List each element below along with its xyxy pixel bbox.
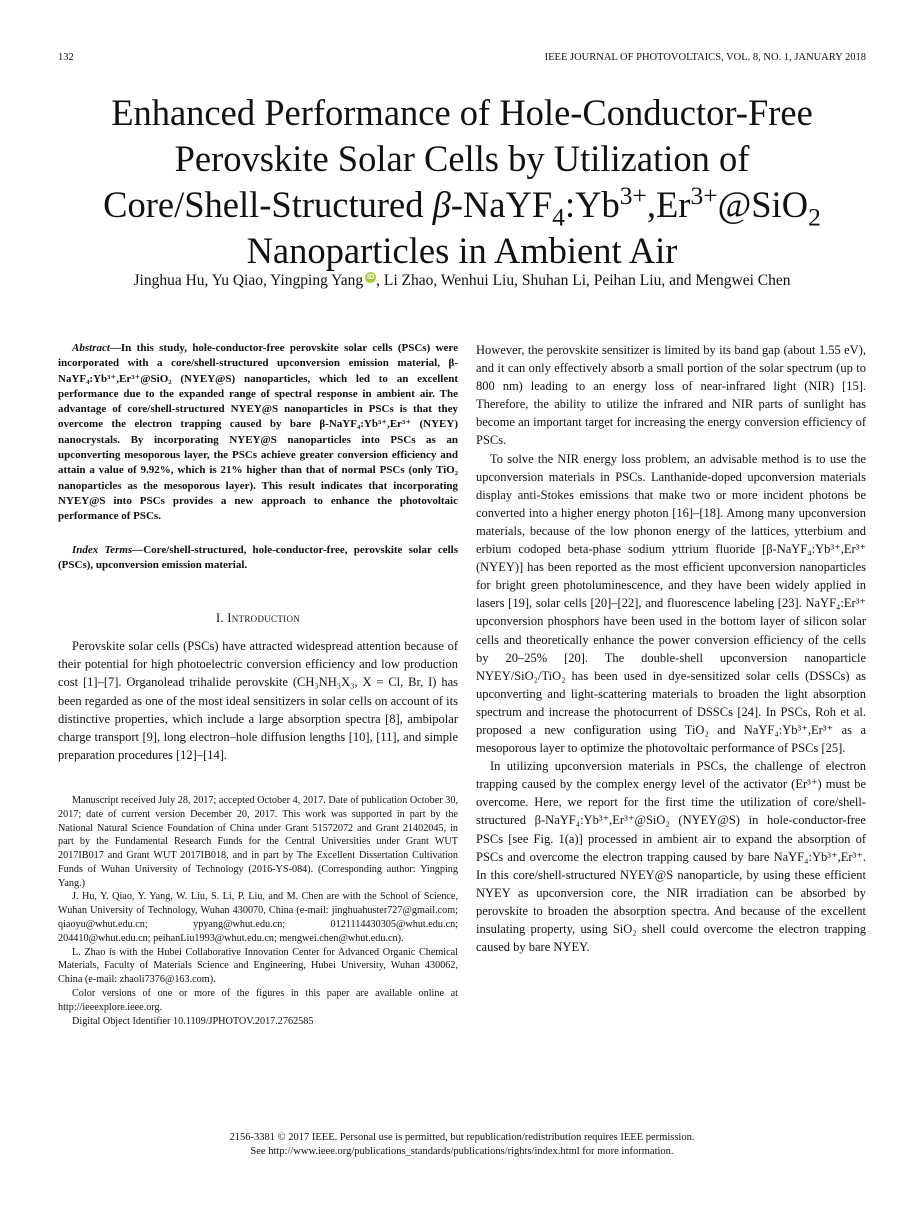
- title-sub-2: 2: [808, 202, 821, 232]
- right-paragraph-1: However, the perovskite sensitizer is limited by its band gap (about 1.55 eV), and it can only effectively absorb a small portion of the solar spectrum (up to 800 nm) leading to an energy loss of near-infrared light (NIR) [15]. Therefore, the ability to utilize the infrared and NIR parts of sunlight has become an important target for increasing the energy conversion efficiency of PSCs.: [476, 343, 866, 448]
- index-terms: [58, 543, 458, 574]
- paper-title: [40, 90, 884, 274]
- right-column: [476, 341, 866, 956]
- title-line-2: Perovskite Solar Cells by Utilization of: [174, 138, 750, 179]
- title-line-3-a: Core/Shell-Structured: [103, 184, 433, 225]
- title-line-4: Nanoparticles in Ambient Air: [246, 230, 678, 271]
- title-beta: β: [432, 184, 451, 225]
- footnote-color-versions: Color versions of one or more of the figures in this paper are available online at http://ieeexplore.ieee.org.: [58, 988, 458, 1013]
- title-line-3-d: ,Er: [646, 184, 691, 225]
- title-sub-4: 4: [552, 202, 565, 232]
- author-list: [30, 272, 894, 290]
- authors-part-2: , Li Zhao, Wenhui Liu, Shuhan Li, Peihan Liu, and Mengwei Chen: [376, 272, 791, 289]
- abstract-text: In this study, hole-conductor-free perovskite solar cells (PSCs) were incorporated with a core/shell-structured upconversion emission material, β-NaYF₄:Yb³⁺,Er³⁺@SiO₂ (NYEY@S) nanoparticles, which led to an excellent performance due to the expanded range of spectral response in ambient air. The advantage of core/shell-structured NYEY@S nanoparticles in PSCs is that they overcome the electron trapping caused by bare β-NaYF₄:Yb³⁺,Er³⁺ (NYEY) nanocrystals. By incorporating NYEY@S nanoparticles into PSCs as an upconverting mesoporous layer, the PSCs achieve greater conversion efficiency and attain a value of 9.92%, which is 21% higher than that of normal PSCs (only TiO₂ nanoparticles as the mesoporous layer). This result indicates that incorporating NYEY@S into PSCs provides a new approach to enhance the photovoltaic performance of PSCs.: [58, 342, 458, 523]
- title-line-3-b: -NaYF: [450, 184, 553, 225]
- abstract-label: Abstract—: [72, 342, 121, 354]
- footnote-doi: Digital Object Identifier 10.1109/JPHOTOV.2017.2762585: [72, 1015, 314, 1027]
- footnote-affiliation-1: J. Hu, Y. Qiao, Y. Yang, W. Liu, S. Li, P. Liu, and M. Chen are with the School of Science, Wuhan University of Technology, Wuhan 430070, China (e-mail: jinghuahuster727@gmail.com; qiaoyu@whut.edu.cn; ypyang@whut.edu.cn; 0121114430305@whut.edu.cn; 204410@whut.edu.cn; peihanLiu1993@whut.edu.cn; mengwei.chen@whut.edu.cn).: [58, 891, 458, 944]
- index-terms-label: Index Terms—: [72, 543, 144, 556]
- footer-line-2[interactable]: See http://www.ieee.org/publications_standards/publications/rights/index.html for more information.: [250, 1146, 674, 1157]
- right-paragraph-2: To solve the NIR energy loss problem, an advisable method is to use the upconversion materials in PSCs. Lanthanide-doped upconversion materials display anti-Stokes emissions that make two or more incident photons be converted into a higher energy photon [16]–[18]. Among many upconversion materials, because of the low phonon energy of the lattices, ytterbium and erbium codoped beta-phase sodium yttrium fluoride [β-NaYF₄:Yb³⁺,Er³⁺ (NYEY)] has been reported as the most efficient upconversion nanoparticles for bright green photoluminescence, and they have been widely applied in lasers [19], solar cells [20]–[22], and fluorescence labeling [23]. NaYF₄:Er³⁺ upconversion phosphors have been used in the bottom layer of silicon solar cells and theoretically enhance the power conversion efficiency of the cells by 20–25% [20]. The double-shell upconversion nanoparticle NYEY/SiO₂/TiO₂ has been used in dye-sensitized solar cells (DSSCs) as upconverting and light-scattering materials to broaden the light absorption spectrum and increase the photocurrent of DSSCs [24]. In PSCs, Roh et al. proposed a new configuration using TiO₂ and NaYF₄:Yb³⁺,Er³⁺ as a mesoporous layer to optimize the photovoltaic performance of PSCs [25].: [476, 451, 866, 756]
- index-terms-text: Core/shell-structured, hole-conductor-free, perovskite solar cells (PSCs), upconversion emission material.: [58, 543, 458, 571]
- left-column: [58, 341, 458, 1028]
- section-numeral: I.: [215, 611, 228, 626]
- title-line-3-c: :Yb: [564, 184, 620, 225]
- title-sup-2: 3+: [690, 180, 718, 210]
- orcid-icon[interactable]: iD: [367, 274, 375, 281]
- title-line-3: [40, 180, 884, 232]
- copyright-footer: [60, 1131, 864, 1159]
- footer-line-1: 2156-3381 © 2017 IEEE. Personal use is permitted, but republication/redistribution requires IEEE permission.: [229, 1132, 695, 1143]
- footnote-block: [58, 794, 458, 1029]
- section-heading-introduction: [58, 609, 458, 627]
- footnote-manuscript: Manuscript received July 28, 2017; accepted October 4, 2017. Date of publication October 30, 2017; date of current version December 20, 2017. This work was supported in part by the National Natural Science Foundation of China under Grant 51572072 and Grant 21402045, in part by the Fundamental Research Funds for the Central Universities under Grant WUT 2017IB017 and Grant WUT 2017IB018, and in part by The Excellent Dissertation Cultivation Funds of Wuhan University of Technology (2016-YS-084). (Corresponding author: Yingping Yang.): [58, 794, 458, 889]
- page-number: 132: [58, 52, 74, 63]
- right-paragraph-3: In utilizing upconversion materials in PSCs, the challenge of electron trapping caused by the complex energy level of the activator (Er³⁺) must be overcome. Here, we report for the first time the utilization of core/shell-structured β-NaYF₄:Yb³⁺,Er³⁺@SiO₂ (NYEY@S) in hole-conductor-free PSCs [see Fig. 1(a)] processed in ambient air to expand the absorption of PSCs and overcome the electron trapping caused by bare NaYF₄:Yb³⁺,Er³⁺. In this core/shell-structured NYEY@S nanoparticle, by using these efficient NYEY as upconversion core, the NIR irradiation can be absorbed by perovskite to broaden the absorption spectra. And because of the excellent insulating property, using SiO₂ shell could overcome the electron trapping caused by bare NYEY.: [476, 759, 866, 955]
- title-line-3-e: @SiO: [717, 184, 809, 225]
- footnote-affiliation-2: L. Zhao is with the Hubei Collaborative Innovation Center for Advanced Organic Chemical Materials, Faculty of Materials Science and Engineering, Hubei University, Wuhan 430062, China (e-mail: zhaoli7376@163.com).: [58, 946, 458, 986]
- section-title: Introduction: [227, 611, 301, 626]
- intro-paragraph-1: Perovskite solar cells (PSCs) have attracted widespread attention because of their potential for high photoelectric conversion efficiency and low production cost [1]–[7]. Organolead trihalide perovskite (CH₃NH₃X₃, X = Cl, Br, I) has been regarded as one of the most ideal sensitizers in solar cells on account of its distinctive properties, which include a large absorption spectra [8], ambipolar charge transport [9], long electron–hole diffusion lengths [10], [11], and simple preparation procedures [12]–[14].: [58, 639, 458, 762]
- abstract: [58, 341, 458, 525]
- journal-header: IEEE JOURNAL OF PHOTOVOLTAICS, VOL. 8, NO. 1, JANUARY 2018: [544, 52, 866, 63]
- title-line-1: Enhanced Performance of Hole-Conductor-Free: [111, 92, 813, 133]
- authors-part-1: Jinghua Hu, Yu Qiao, Yingping Yang: [133, 272, 364, 289]
- title-sup-1: 3+: [619, 180, 647, 210]
